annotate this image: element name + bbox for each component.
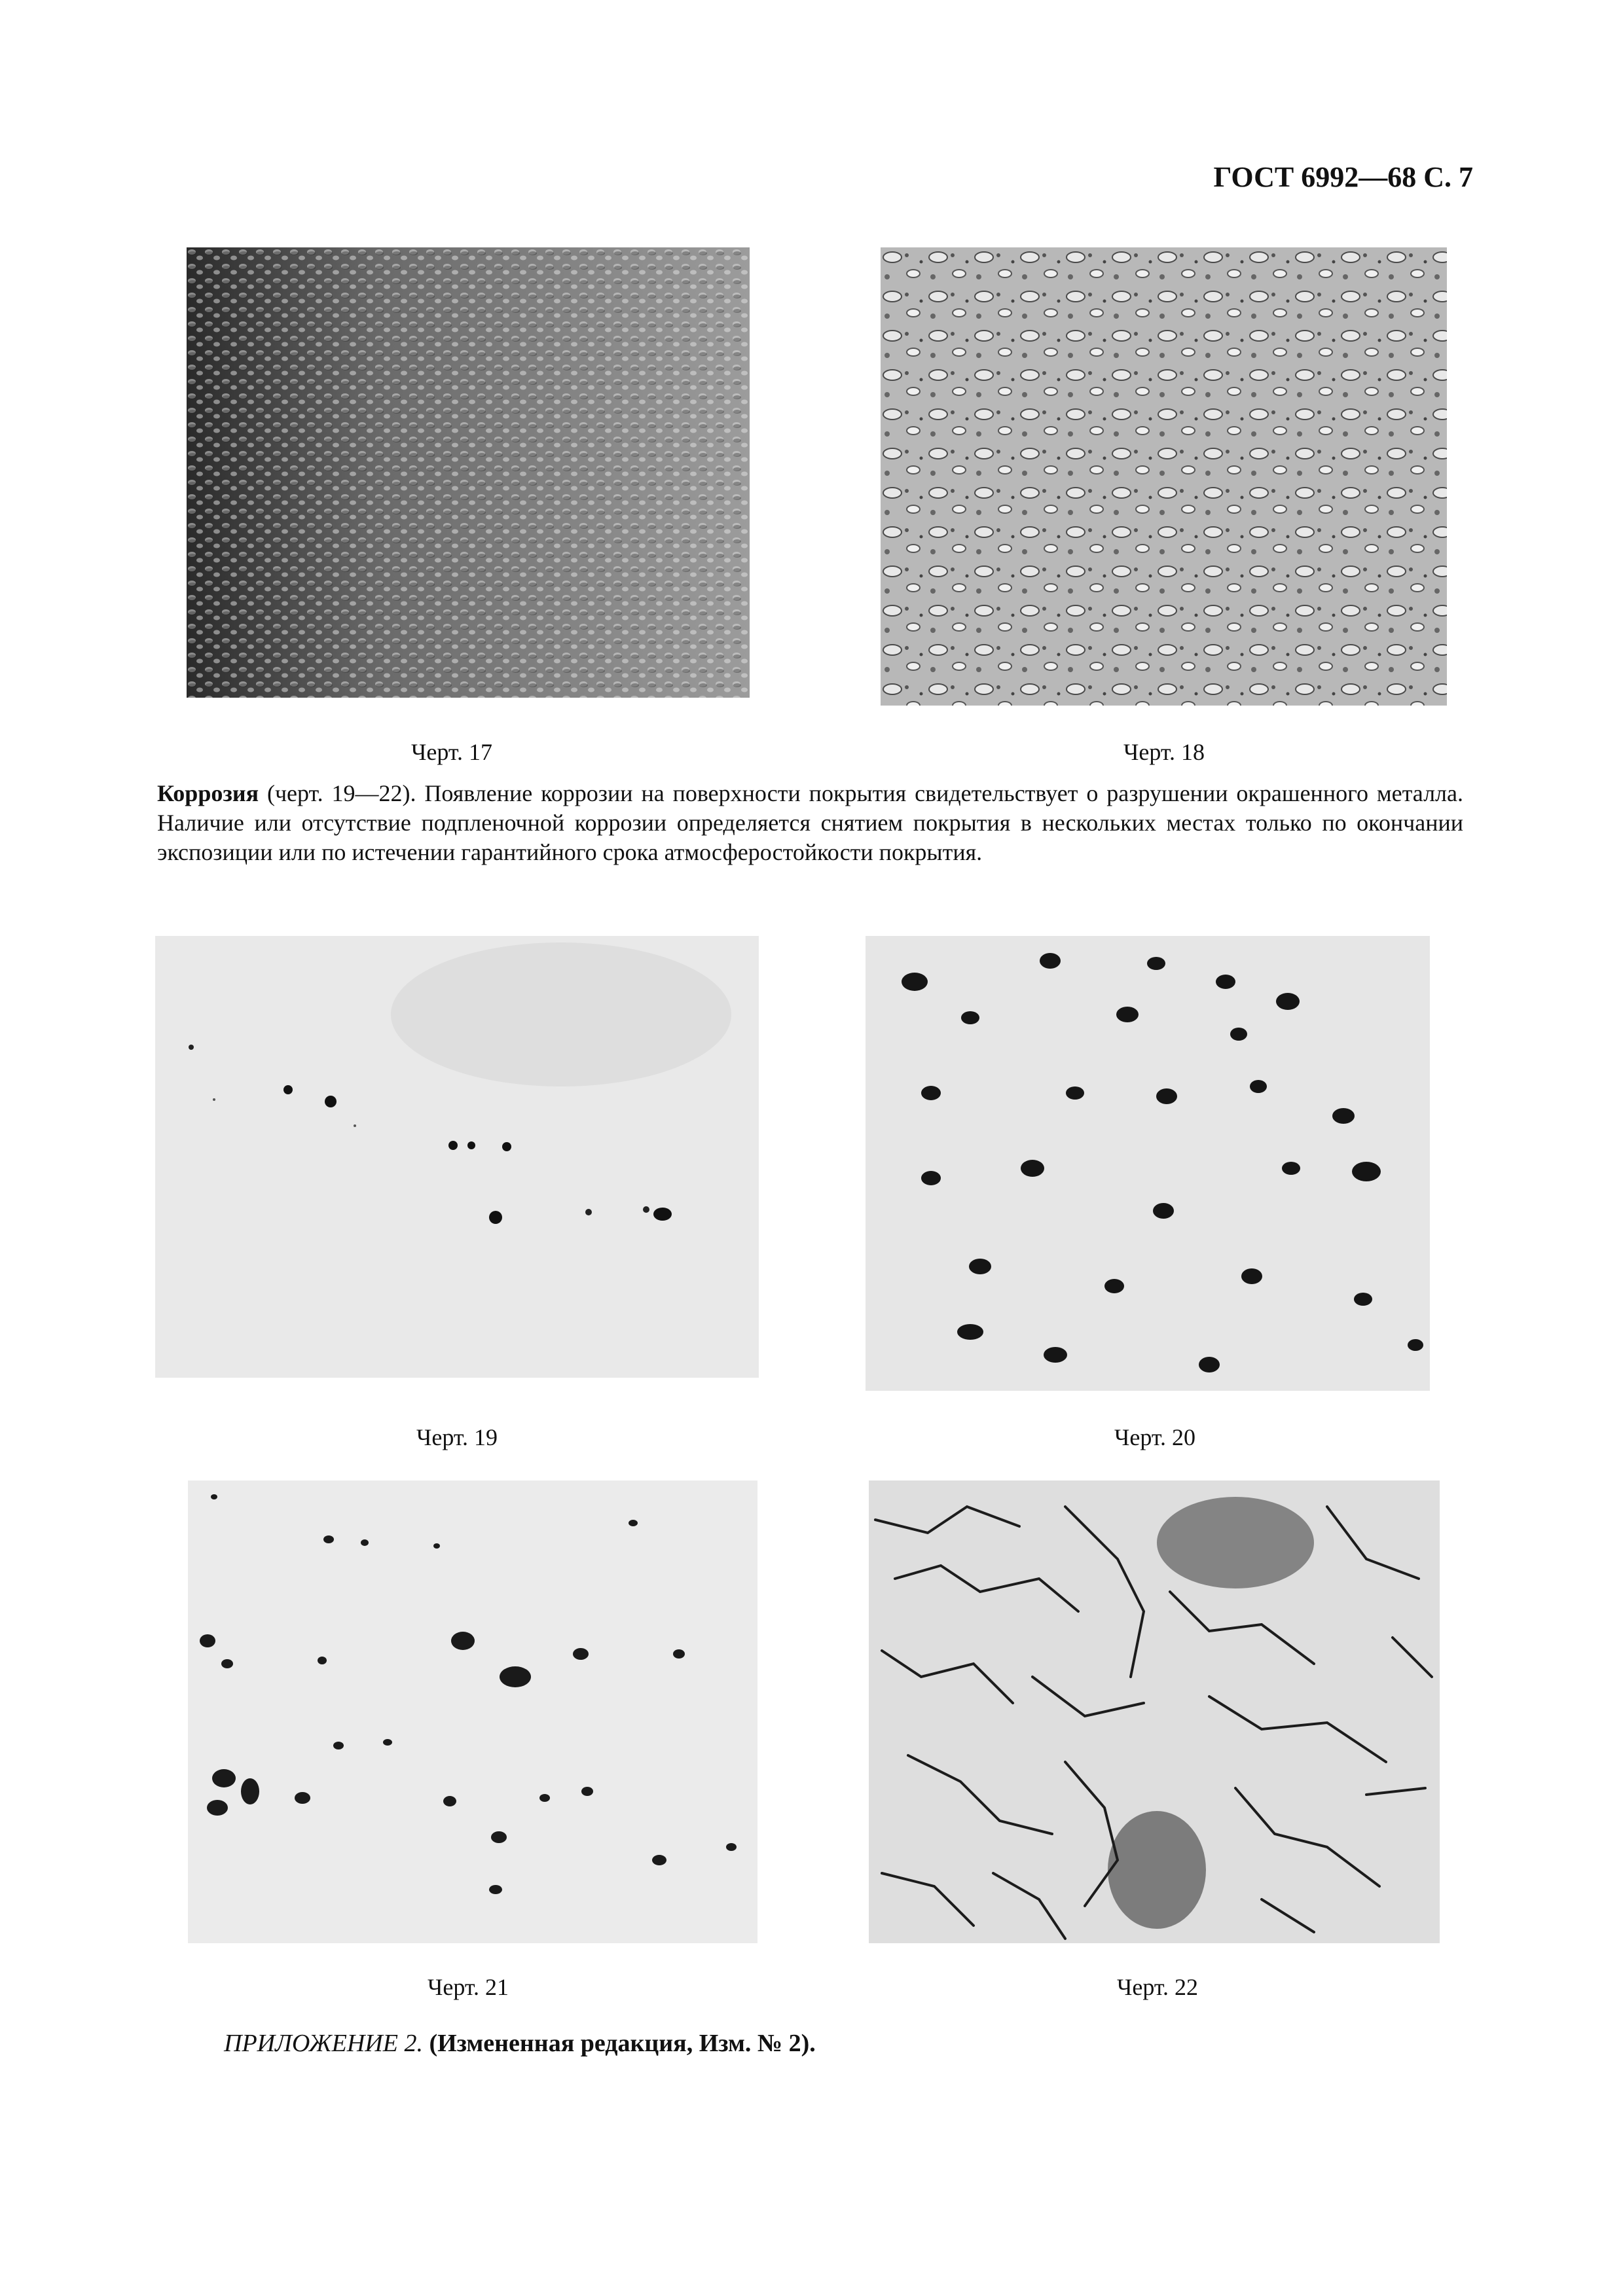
figure-21-photo <box>188 1480 757 1943</box>
document-code: ГОСТ 6992—68 С. 7 <box>1213 161 1473 193</box>
figure-22-caption: Черт. 22 <box>1117 1974 1198 2000</box>
figure-22-photo <box>869 1480 1440 1943</box>
figure-20-caption: Черт. 20 <box>1114 1424 1195 1450</box>
appendix-note <box>224 2029 1271 2058</box>
figure-18-caption: Черт. 18 <box>1123 739 1205 765</box>
figure-19-photo <box>155 936 759 1378</box>
figure-21-caption: Черт. 21 <box>428 1974 509 2000</box>
appendix-label: ПРИЛОЖЕНИЕ 2. <box>224 2030 423 2057</box>
figure-20-photo <box>866 936 1430 1391</box>
paragraph-lead-term: Коррозия <box>157 780 259 806</box>
figure-18-photo <box>881 247 1447 706</box>
corrosion-paragraph <box>157 779 1463 867</box>
figure-17-caption: Черт. 17 <box>411 739 492 765</box>
figure-17-photo <box>187 247 750 698</box>
paragraph-text: (черт. 19—22). Появление коррозии на поверхности покрытия свидетельствует о разрушении окрашенного металла. Наличие или отсутствие подпленочной коррозии определяется снятием покрытия в нескольких местах только по окончании экспозиции или по истечении гарантийного срока атмосферостойкости покрытия. <box>157 780 1463 865</box>
figure-19-caption: Черт. 19 <box>416 1424 498 1450</box>
appendix-revision: (Измененная редакция, Изм. № 2). <box>422 2030 816 2057</box>
